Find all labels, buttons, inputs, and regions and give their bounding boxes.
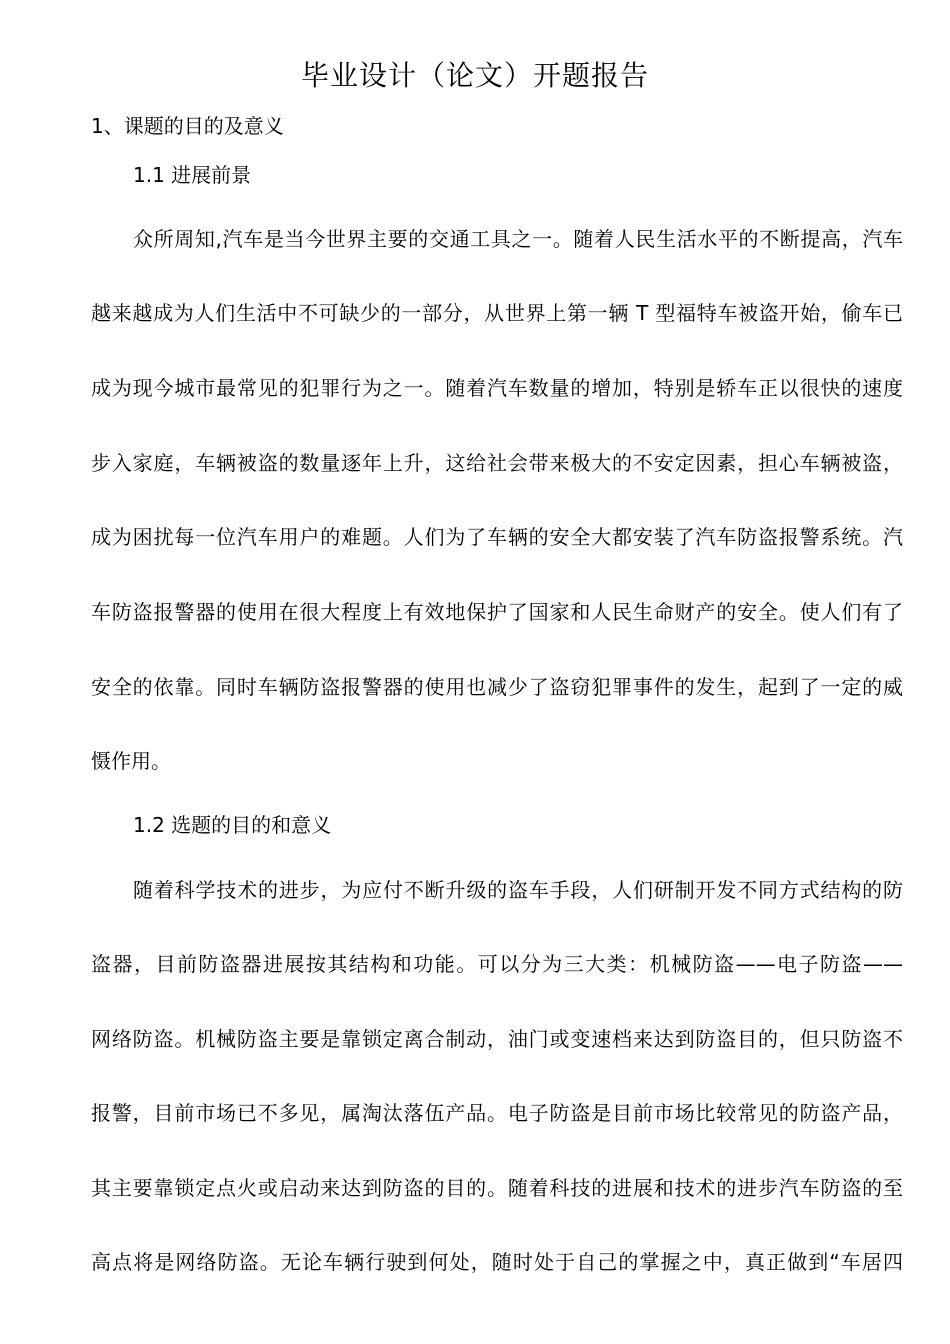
paragraph-line: 众所周知,汽车是当今世界主要的交通工具之一。随着人民生活水平的不断提高，汽车 — [133, 227, 903, 251]
paragraph-line: 其主要靠锁定点火或启动来达到防盗的目的。随着科技的进展和技术的进步汽车防盗的至 — [91, 1176, 903, 1200]
paragraph-line: 网络防盗。机械防盗主要是靠锁定离合制动，油门或变速档来达到防盗目的，但只防盗不 — [91, 1027, 903, 1051]
paragraph-line: 盗器，目前防盗器进展按其结构和功能。可以分为三大类：机械防盗——电子防盗—— — [91, 952, 903, 976]
section-heading: 1、课题的目的及意义 — [91, 114, 284, 138]
paragraph-line: 安全的依靠。同时车辆防盗报警器的使用也减少了盗窃犯罪事件的发生，起到了一定的威 — [91, 675, 903, 699]
paragraph-line: 慑作用。 — [91, 749, 171, 773]
paragraph-line: 越来越成为人们生活中不可缺少的一部分，从世界上第一辆 T 型福特车被盗开始，偷车已 — [91, 301, 903, 325]
paragraph-line: 车防盗报警器的使用在很大程度上有效地保护了国家和人民生命财产的安全。使人们有了 — [91, 600, 903, 624]
subsection-heading: 1.2 选题的目的和意义 — [133, 813, 332, 837]
paragraph-line: 成为困扰每一位汽车用户的难题。人们为了车辆的安全大都安装了汽车防盗报警系统。汽 — [91, 525, 903, 549]
subsection-heading: 1.1 进展前景 — [133, 163, 252, 187]
document-title: 毕业设计（论文）开题报告 — [300, 59, 649, 92]
paragraph-line: 成为现今城市最常见的犯罪行为之一。随着汽车数量的增加，特别是轿车正以很快的速度 — [91, 376, 903, 400]
paragraph-line: 步入家庭，车辆被盗的数量逐年上升，这给社会带来极大的不安定因素，担心车辆被盗， — [91, 451, 903, 475]
paragraph-line: 高点将是网络防盗。无论车辆行驶到何处，随时处于自己的掌握之中，真正做到“车居四 — [91, 1250, 903, 1274]
paragraph-line: 随着科学技术的进步，为应付不断升级的盗车手段，人们研制开发不同方式结构的防 — [133, 878, 903, 902]
paragraph-line: 报警，目前市场已不多见，属淘汰落伍产品。电子防盗是目前市场比较常见的防盗产品， — [91, 1101, 903, 1125]
